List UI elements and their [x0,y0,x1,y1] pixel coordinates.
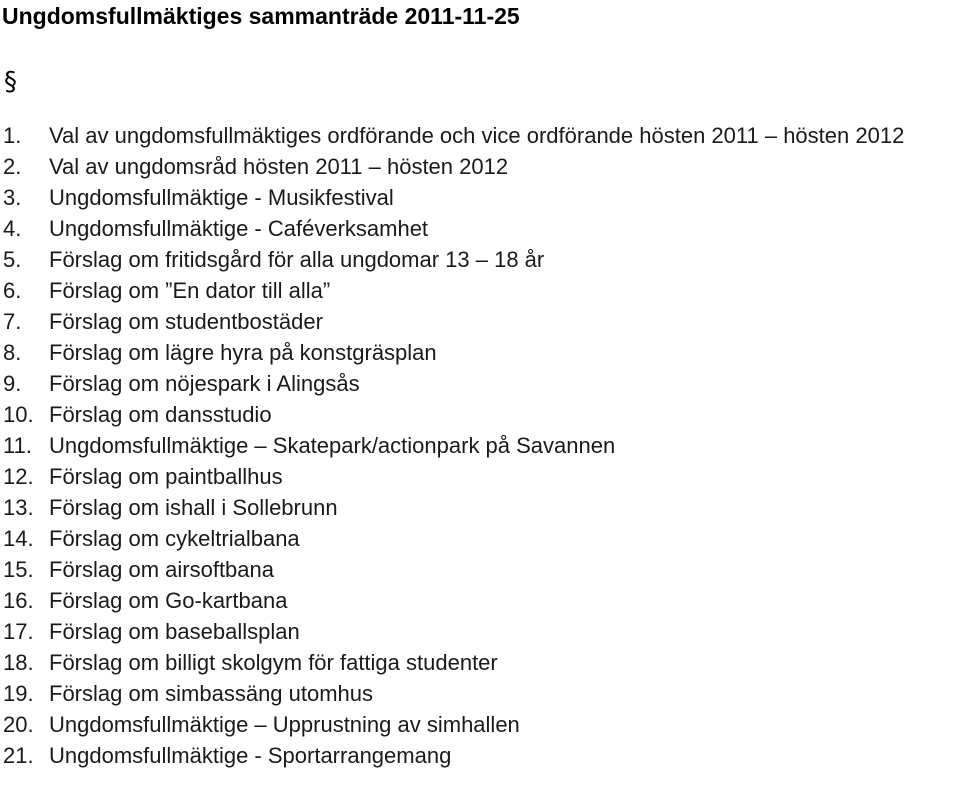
agenda-item-number: 17. [3,619,34,644]
agenda-item [0,275,960,306]
agenda-item-number: 18. [3,650,34,675]
agenda-item [0,616,960,647]
section-mark: § [4,67,17,97]
agenda-item-number: 14. [3,526,34,551]
agenda-item [0,399,960,430]
agenda-item-text: Förslag om Go-kartbana [49,588,288,613]
agenda-item-text: Förslag om cykeltrialbana [49,526,300,551]
agenda-item-number: 7. [3,309,22,334]
agenda-item-number: 13. [3,495,34,520]
agenda-item-text: Förslag om billigt skolgym för fattiga studenter [49,650,498,675]
agenda-item [0,213,960,244]
agenda-item-number: 10. [3,402,34,427]
agenda-item-number: 6. [3,278,22,303]
agenda-item-text: Förslag om paintballhus [49,464,283,489]
agenda-item [0,461,960,492]
agenda-item-number: 8. [3,340,22,365]
agenda-item-text: Förslag om simbassäng utomhus [49,681,374,706]
agenda-item-text: Ungdomsfullmäktige – Upprustning av simhallen [49,712,520,737]
agenda-item-text: Val av ungdomsfullmäktiges ordförande och vice ordförande hösten 2011 – hösten 2012 [49,123,905,148]
agenda-item [0,740,960,771]
agenda-item-text: Ungdomsfullmäktige - Caféverksamhet [49,216,429,241]
agenda-item [0,554,960,585]
agenda-item [0,709,960,740]
agenda-item-number: 11. [3,433,32,458]
agenda-item-text: Ungdomsfullmäktige – Skatepark/actionpark på Savannen [49,433,616,458]
agenda-item [0,492,960,523]
agenda-item-number: 12. [3,464,34,489]
agenda-item [0,151,960,182]
agenda-item [0,523,960,554]
agenda-item [0,244,960,275]
agenda-item-text: Ungdomsfullmäktige - Musikfestival [49,185,394,210]
agenda-item-number: 9. [3,371,22,396]
agenda-item [0,120,960,151]
agenda-item-text: Förslag om ishall i Sollebrunn [49,495,338,520]
agenda-item [0,430,960,461]
agenda-item [0,368,960,399]
agenda-item-number: 15. [3,557,34,582]
agenda-item-text: Förslag om ”En dator till alla” [49,278,331,303]
agenda-item [0,306,960,337]
agenda-item-text: Förslag om studentbostäder [49,309,323,334]
agenda-item [0,182,960,213]
agenda-item-number: 2. [3,154,22,179]
agenda-item-number: 4. [3,216,22,241]
agenda-item-text: Ungdomsfullmäktige - Sportarrangemang [49,743,452,768]
page-title: Ungdomsfullmäktiges sammanträde 2011-11-25 [2,3,520,29]
agenda-item-text: Val av ungdomsråd hösten 2011 – hösten 2012 [49,154,509,179]
agenda-item-number: 19. [3,681,34,706]
agenda-item-number: 5. [3,247,22,272]
agenda-item-number: 1. [3,123,22,148]
agenda-item-number: 3. [3,185,22,210]
agenda-item [0,647,960,678]
agenda-item [0,585,960,616]
agenda-item [0,678,960,709]
agenda-item-number: 16. [3,588,34,613]
agenda-item-text: Förslag om dansstudio [49,402,272,427]
agenda-item [0,337,960,368]
agenda-item-number: 20. [3,712,34,737]
agenda-list [0,120,960,771]
agenda-item-text: Förslag om fritidsgård för alla ungdomar 13 – 18 år [49,247,545,272]
agenda-item-text: Förslag om baseballsplan [49,619,300,644]
agenda-item-number: 21. [3,743,34,768]
agenda-item-text: Förslag om nöjespark i Alingsås [49,371,360,396]
agenda-item-text: Förslag om airsoftbana [49,557,274,582]
agenda-item-text: Förslag om lägre hyra på konstgräsplan [49,340,437,365]
